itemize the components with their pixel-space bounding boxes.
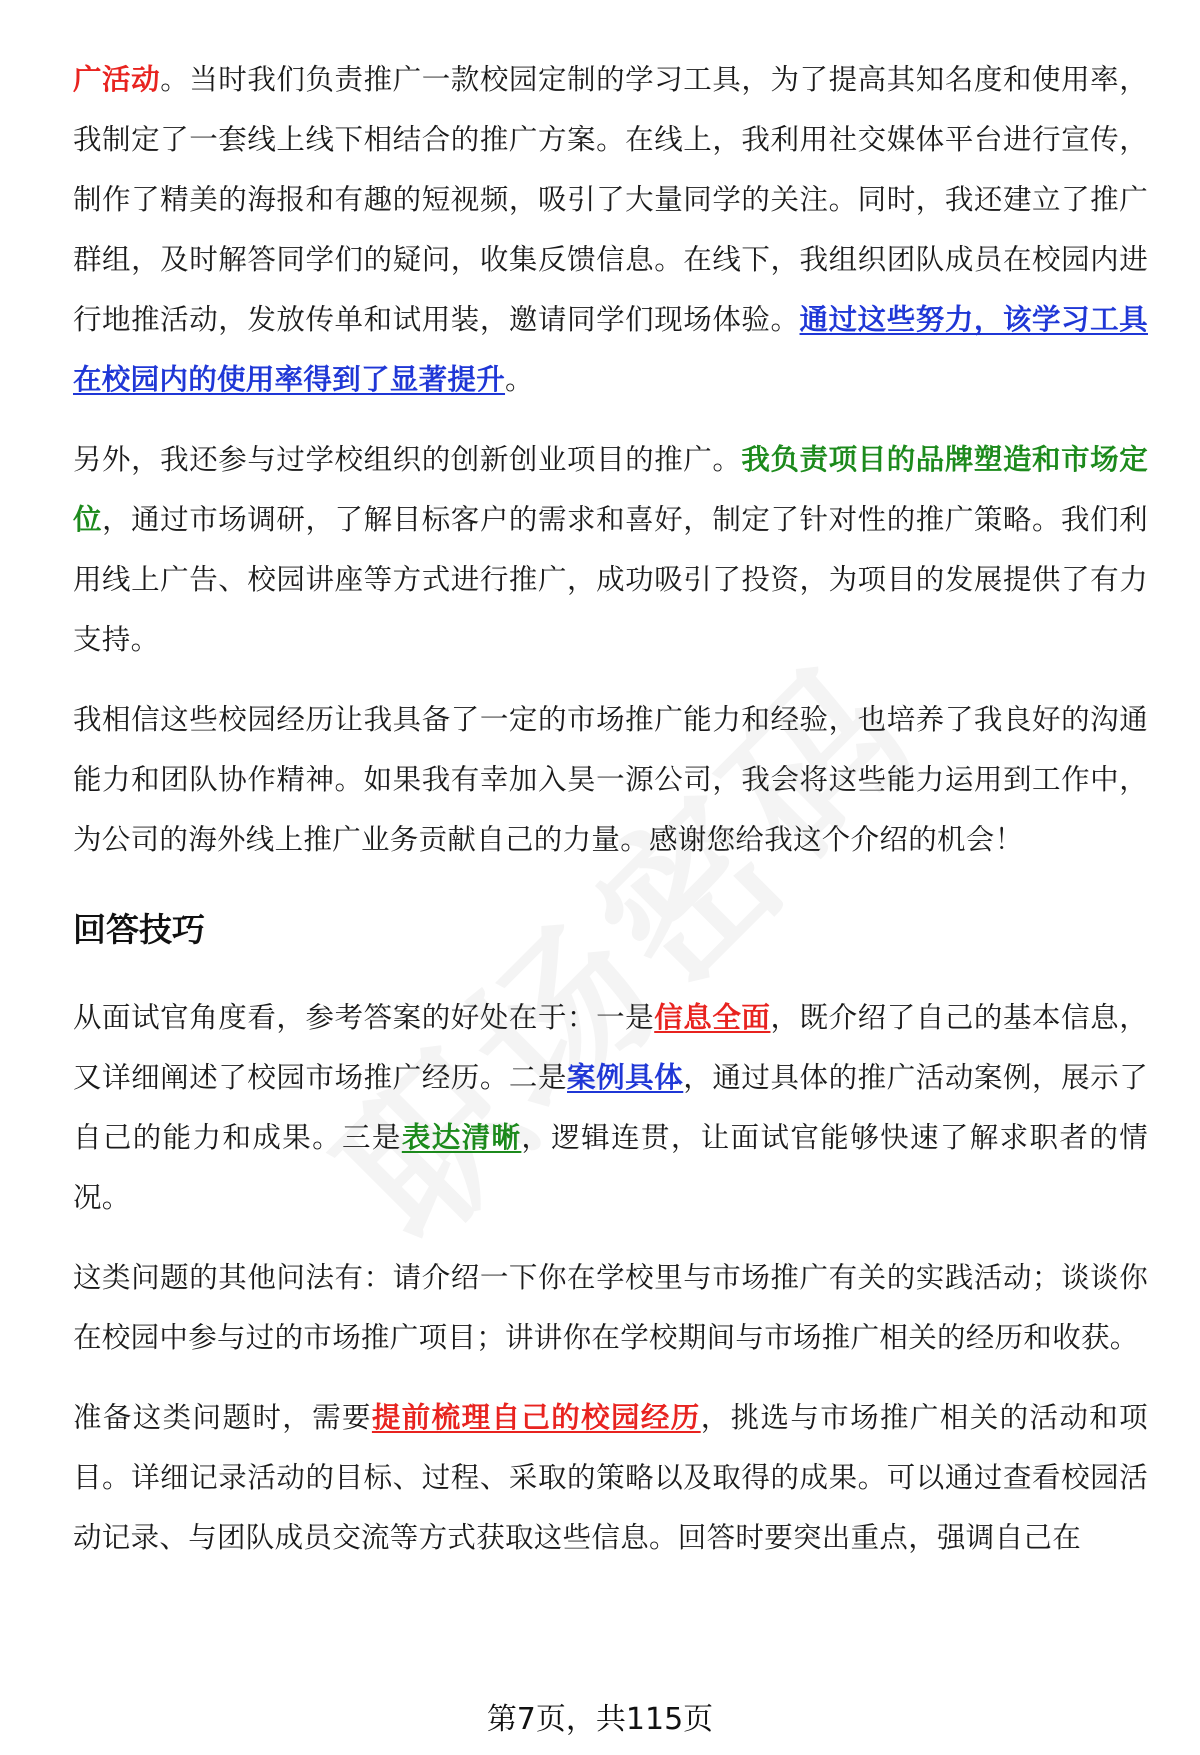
paragraph-2-text-a: 另外，我还参与过学校组织的创新创业项目的推广。 bbox=[73, 443, 742, 476]
paragraph-5 bbox=[73, 1248, 1148, 1368]
highlight-info-complete: 信息全面 bbox=[654, 1001, 771, 1034]
paragraph-4-text-d: ，逻辑连贯，让面试官能够快速了解求职者的情况。 bbox=[73, 1121, 1149, 1214]
paragraph-2 bbox=[73, 430, 1148, 670]
paragraph-3-text: 我相信这些校园经历让我具备了一定的市场推广能力和经验，也培养了我良好的沟通能力和团队协作精神。如果我有幸加入昊一源公司，我会将这些能力运用到工作中，为公司的海外线上推广业务贡献自己的力量。感谢您给我这个介绍的机会！ bbox=[73, 703, 1148, 856]
highlight-promotion-activity: 广活动 bbox=[73, 63, 161, 96]
page-number: 第7页，共115页 bbox=[486, 1702, 714, 1737]
paragraph-6 bbox=[73, 1388, 1148, 1568]
paragraph-2-text-b: ，通过市场调研，了解目标客户的需求和喜好，制定了针对性的推广策略。我们利用线上广告、校园讲座等方式进行推广，成功吸引了投资，为项目的发展提供了有力支持。 bbox=[73, 503, 1148, 656]
paragraph-4-text-b: ，既介绍了自己的基本信息，又详细阐述了校园市场推广经历。二是 bbox=[73, 1001, 1148, 1094]
highlight-usage-improved: 通过这些努力，该学习工具在校园内的使用率得到了显著提升 bbox=[73, 303, 1148, 396]
document-body bbox=[73, 50, 1148, 1568]
paragraph-5-text: 这类问题的其他问法有：请介绍一下你在学校里与市场推广有关的实践活动；谈谈你在校园中参与过的市场推广项目；讲讲你在学校期间与市场推广相关的经历和收获。 bbox=[73, 1261, 1148, 1354]
paragraph-6-text-a: 准备这类问题时，需要 bbox=[73, 1401, 372, 1434]
paragraph-1 bbox=[73, 50, 1148, 410]
paragraph-4-text-c: ，通过具体的推广活动案例，展示了自己的能力和成果。三是 bbox=[73, 1061, 1148, 1154]
paragraph-1-end: 。 bbox=[505, 363, 534, 396]
highlight-brand-positioning: 我负责项目的品牌塑造和市场定位 bbox=[73, 443, 1148, 536]
paragraph-6-text-b: ，挑选与市场推广相关的活动和项目。详细记录活动的目标、过程、采取的策略以及取得的成果。可以通过查看校园活动记录、与团队成员交流等方式获取这些信息。回答时要突出重点，强调自己在 bbox=[73, 1401, 1148, 1554]
paragraph-4 bbox=[73, 988, 1148, 1228]
paragraph-3 bbox=[73, 690, 1148, 870]
paragraph-4-text-a: 从面试官角度看，参考答案的好处在于：一是 bbox=[73, 1001, 655, 1034]
highlight-clear-expression: 表达清晰 bbox=[401, 1121, 522, 1154]
paragraph-1-text: 。当时我们负责推广一款校园定制的学习工具，为了提高其知名度和使用率，我制定了一套线上线下相结合的推广方案。在线上，我利用社交媒体平台进行宣传，制作了精美的海报和有趣的短视频，吸引了大量同学的关注。同时，我还建立了推广群组，及时解答同学们的疑问，收集反馈信息。在线下，我组织团队成员在校园内进行地推活动，发放传单和试用装，邀请同学们现场体验。 bbox=[73, 63, 1148, 336]
highlight-review-experience: 提前梳理自己的校园经历 bbox=[371, 1401, 701, 1434]
highlight-case-specific: 案例具体 bbox=[567, 1061, 684, 1094]
section-heading: 回答技巧 bbox=[73, 910, 205, 949]
